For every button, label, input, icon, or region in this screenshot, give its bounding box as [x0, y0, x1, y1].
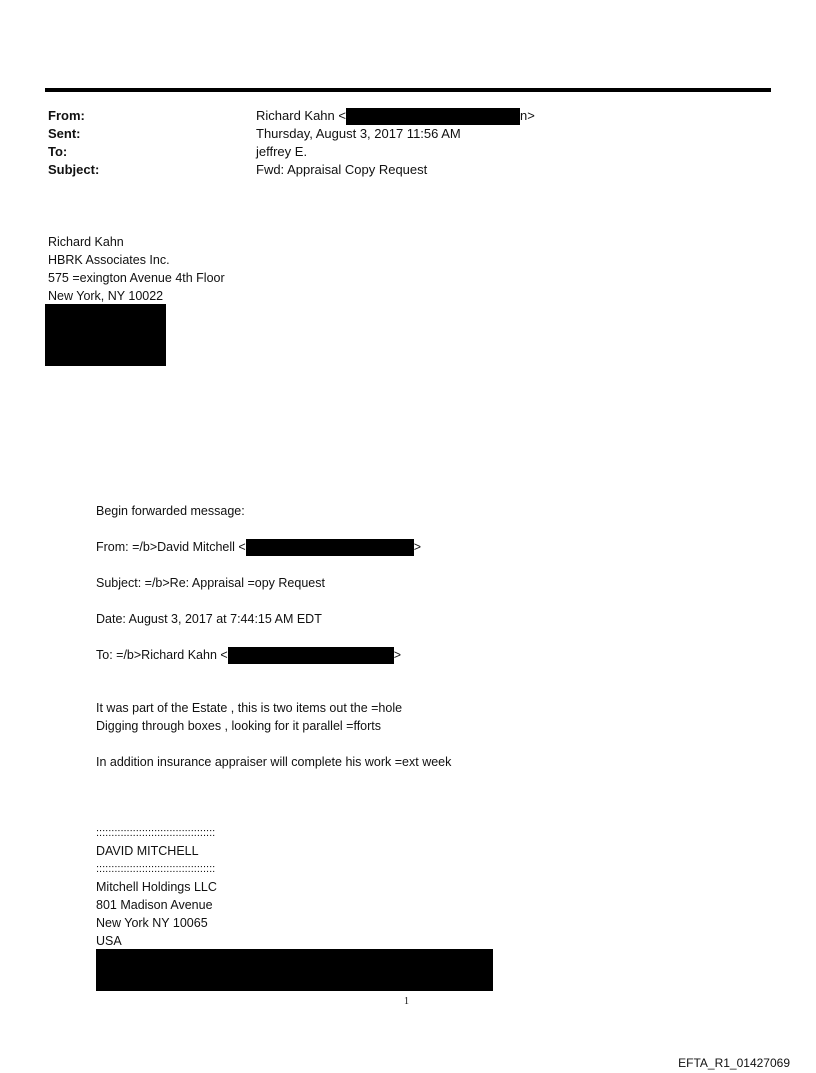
body-line: Digging through boxes , looking for it parallel =fforts	[96, 719, 382, 733]
signature-address1: 575 =exington Avenue 4th Floor	[48, 271, 225, 285]
mitchell-name: DAVID MITCHELL	[96, 844, 199, 858]
redaction-bar	[346, 108, 520, 125]
signature-name: Richard Kahn	[48, 235, 124, 249]
mitchell-address2: New York NY 10065	[96, 916, 208, 930]
forwarded-to-close: >	[393, 648, 401, 662]
header-divider	[45, 88, 771, 92]
signature-company: HBRK Associates Inc.	[48, 253, 170, 267]
signature-address2: New York, NY 10022	[48, 289, 164, 303]
redaction-bar	[228, 647, 394, 664]
forwarded-subject: Subject: =/b>Re: Appraisal =opy Request	[96, 576, 325, 590]
page-number: 1	[404, 996, 409, 1007]
forwarded-date: Date: August 3, 2017 at 7:44:15 AM EDT	[96, 612, 322, 626]
body-line: In addition insurance appraiser will complete his work =ext week	[96, 755, 452, 769]
subject-label: Subject:	[48, 162, 100, 177]
from-label: From:	[48, 108, 85, 123]
mitchell-country: USA	[96, 934, 122, 948]
subject-value: Fwd: Appraisal Copy Request	[256, 162, 428, 177]
to-label: To:	[48, 144, 68, 159]
from-name: Richard Kahn <	[256, 108, 346, 123]
from-value	[256, 107, 535, 125]
from-tail: n>	[519, 108, 535, 123]
redaction-block	[45, 304, 166, 366]
forwarded-to	[96, 646, 401, 664]
signature-divider: :::::::::::::::::::::::::::::::::::::::	[96, 827, 216, 839]
mitchell-address1: 801 Madison Avenue	[96, 898, 213, 912]
document-id: EFTA_R1_01427069	[678, 1056, 790, 1070]
sent-value: Thursday, August 3, 2017 11:56 AM	[256, 126, 461, 141]
redaction-block	[96, 949, 493, 991]
forwarded-from	[96, 538, 421, 556]
forwarded-intro: Begin forwarded message:	[96, 504, 245, 518]
signature-divider: :::::::::::::::::::::::::::::::::::::::	[96, 863, 216, 875]
to-value: jeffrey E.	[256, 144, 308, 159]
mitchell-company: Mitchell Holdings LLC	[96, 880, 217, 894]
body-line: It was part of the Estate , this is two items out the =hole	[96, 701, 403, 715]
redaction-bar	[246, 539, 414, 556]
forwarded-from-close: >	[413, 540, 422, 554]
forwarded-to-text: To: =/b>Richard Kahn <	[96, 648, 228, 662]
sent-label: Sent:	[48, 126, 81, 141]
forwarded-from-text: From: =/b>David Mitchell <	[96, 540, 246, 554]
